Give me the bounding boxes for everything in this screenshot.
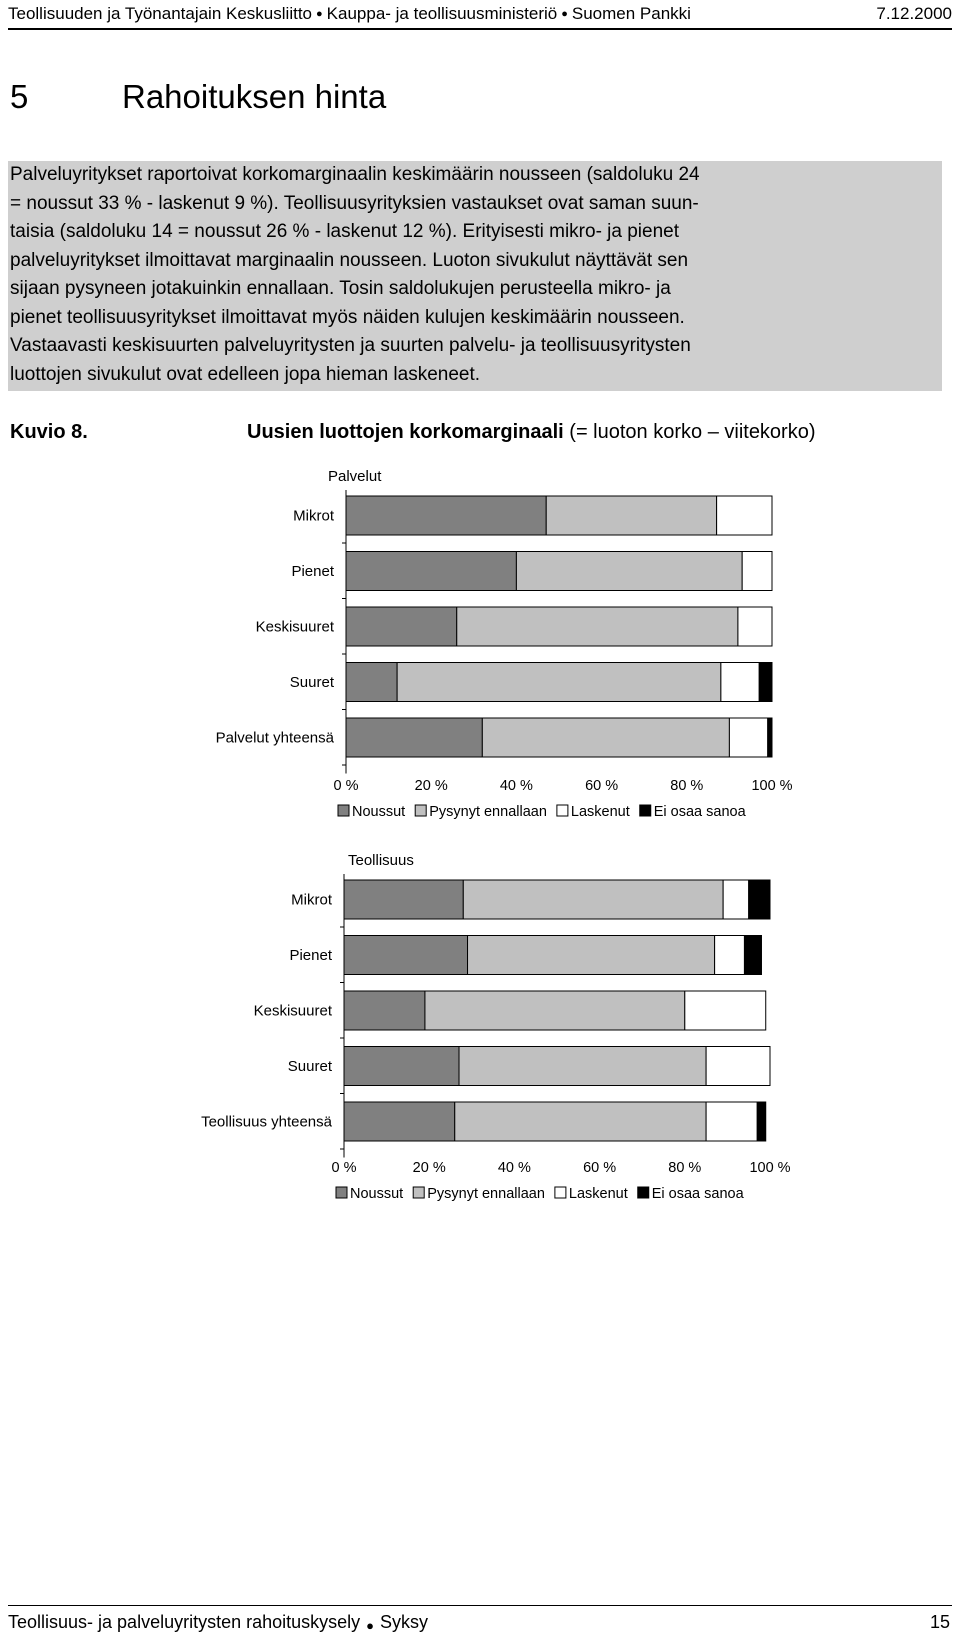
x-tick-label: 100 % bbox=[749, 1160, 791, 1176]
header-separator-1: ● bbox=[316, 8, 323, 20]
paragraph-line: pienet teollisuusyritykset ilmoittavat myös näiden kulujen keskimäärin nousseen. bbox=[10, 306, 685, 328]
legend-label: Noussut bbox=[352, 804, 406, 820]
header-org-1: Teollisuuden ja Työnantajain Keskusliitto bbox=[8, 4, 312, 23]
bar-segment-ei-osaa-sanoa bbox=[768, 718, 772, 757]
bar-segment-pysynyt-ennallaan bbox=[459, 1047, 706, 1086]
bar-segment-pysynyt-ennallaan bbox=[455, 1102, 706, 1141]
bar-segment-ei-osaa-sanoa bbox=[744, 936, 761, 975]
bar-segment-pysynyt-ennallaan bbox=[397, 663, 721, 702]
x-tick-label: 40 % bbox=[499, 778, 533, 794]
teollisuus-chart bbox=[0, 840, 960, 1210]
x-tick-label: 80 % bbox=[670, 778, 704, 794]
section-title: Rahoituksen hinta bbox=[122, 78, 387, 115]
category-label: Mikrot bbox=[291, 891, 332, 909]
header-org-3: Suomen Pankki bbox=[571, 4, 691, 23]
bar-segment-pysynyt-ennallaan bbox=[457, 607, 738, 646]
section-heading bbox=[10, 78, 386, 116]
bar-segment-laskenut bbox=[742, 552, 772, 591]
legend-swatch bbox=[638, 1187, 649, 1198]
bar-segment-pysynyt-ennallaan bbox=[468, 936, 715, 975]
paragraph-line: luottojen sivukulut ovat edelleen jopa hieman laskeneet. bbox=[10, 363, 481, 385]
legend-label: Pysynyt ennallaan bbox=[429, 804, 547, 820]
x-tick-label: 0 % bbox=[331, 1160, 357, 1176]
x-tick-label: 80 % bbox=[668, 1160, 702, 1176]
bar-segment-laskenut bbox=[717, 496, 772, 535]
legend-label: Ei osaa sanoa bbox=[653, 804, 746, 820]
category-label: Mikrot bbox=[293, 507, 334, 525]
bar-segment-pysynyt-ennallaan bbox=[516, 552, 742, 591]
chart-title: Teollisuus bbox=[348, 852, 414, 869]
page-header bbox=[8, 0, 952, 30]
bar-segment-pysynyt-ennallaan bbox=[463, 880, 723, 919]
section-number: 5 bbox=[10, 78, 29, 115]
footer-season: Syksy bbox=[380, 1612, 429, 1632]
figure-title-bold: Uusien luottojen korkomarginaali bbox=[247, 421, 564, 443]
x-tick-label: 20 % bbox=[414, 778, 448, 794]
bar-segment-noussut bbox=[346, 552, 516, 591]
header-date: 7.12.2000 bbox=[876, 4, 952, 23]
legend-label: Ei osaa sanoa bbox=[651, 1186, 744, 1202]
bar-segment-noussut bbox=[346, 496, 546, 535]
footer-separator: ● bbox=[366, 1618, 375, 1633]
legend-swatch bbox=[557, 805, 568, 816]
x-tick-label: 0 % bbox=[333, 778, 359, 794]
bar-segment-noussut bbox=[346, 718, 482, 757]
category-label: Pienet bbox=[291, 563, 334, 580]
category-label: Teollisuus yhteensä bbox=[201, 1113, 332, 1131]
bar-segment-laskenut bbox=[721, 663, 759, 702]
paragraph-line: Palveluyritykset raportoivat korkomarginaalin keskimäärin nousseen (saldoluku 24 bbox=[10, 164, 700, 185]
bar-segment-laskenut bbox=[715, 936, 745, 975]
category-label: Suuret bbox=[289, 674, 334, 691]
bar-segment-noussut bbox=[346, 663, 397, 702]
figure-label: Kuvio 8. bbox=[10, 421, 88, 443]
category-label: Keskisuuret bbox=[253, 1002, 332, 1020]
legend-swatch bbox=[415, 805, 426, 816]
legend-label: Noussut bbox=[350, 1186, 404, 1202]
x-tick-label: 60 % bbox=[583, 1160, 617, 1176]
bar-segment-ei-osaa-sanoa bbox=[759, 663, 772, 702]
legend-swatch bbox=[338, 805, 349, 816]
figure-caption bbox=[10, 421, 816, 444]
header-org-2: Kauppa- ja teollisuusministeriö bbox=[326, 4, 558, 23]
legend-swatch bbox=[413, 1187, 424, 1198]
paragraph-line: palveluyritykset ilmoittavat marginaalin nousseen. Luoton sivukulut näyttävät sen bbox=[10, 249, 689, 271]
legend-swatch bbox=[555, 1187, 566, 1198]
header-separator-2: ● bbox=[561, 8, 568, 20]
chart-title: Palvelut bbox=[328, 468, 382, 485]
bar-segment-noussut bbox=[344, 880, 463, 919]
page-footer bbox=[8, 1605, 952, 1633]
bar-segment-noussut bbox=[344, 1102, 455, 1141]
x-tick-label: 20 % bbox=[412, 1160, 446, 1176]
bar-segment-laskenut bbox=[706, 1047, 770, 1086]
bar-segment-pysynyt-ennallaan bbox=[482, 718, 729, 757]
legend-swatch bbox=[336, 1187, 347, 1198]
legend-label: Laskenut bbox=[570, 804, 630, 820]
x-tick-label: 100 % bbox=[751, 778, 793, 794]
bar-segment-noussut bbox=[346, 607, 457, 646]
legend-label: Laskenut bbox=[568, 1186, 628, 1202]
paragraph-line: = noussut 33 % - laskenut 9 %). Teollisuusyrityksien vastaukset ovat saman suun- bbox=[10, 192, 699, 214]
bar-segment-laskenut bbox=[738, 607, 772, 646]
paragraph-line: taisia (saldoluku 14 = noussut 26 % - laskenut 12 %). Erityisesti mikro- ja pienet bbox=[10, 221, 680, 242]
figure-title-rest: (= luoton korko – viitekorko) bbox=[569, 421, 816, 443]
paragraph-line: Vastaavasti keskisuurten palveluyritysten ja suurten palvelu- ja teollisuusyritysten bbox=[10, 335, 691, 356]
x-tick-label: 60 % bbox=[585, 778, 619, 794]
footer-survey-name: Teollisuus- ja palveluyritysten rahoituskysely bbox=[8, 1612, 361, 1632]
legend-swatch bbox=[640, 805, 651, 816]
bar-segment-ei-osaa-sanoa bbox=[749, 880, 770, 919]
bar-segment-laskenut bbox=[685, 991, 766, 1030]
category-label: Keskisuuret bbox=[255, 618, 334, 636]
category-label: Suuret bbox=[287, 1058, 332, 1075]
bar-segment-pysynyt-ennallaan bbox=[425, 991, 685, 1030]
bar-segment-noussut bbox=[344, 1047, 459, 1086]
page-number: 15 bbox=[929, 1612, 950, 1632]
category-label: Palvelut yhteensä bbox=[215, 729, 334, 747]
bar-segment-laskenut bbox=[723, 880, 749, 919]
x-tick-label: 40 % bbox=[497, 1160, 531, 1176]
figure-title bbox=[247, 421, 816, 444]
paragraph-line: sijaan pysyneen jotakuinkin ennallaan. Tosin saldolukujen perusteella mikro- ja bbox=[10, 278, 671, 299]
bar-segment-laskenut bbox=[729, 718, 767, 757]
legend-label: Pysynyt ennallaan bbox=[427, 1186, 545, 1202]
summary-paragraph bbox=[8, 161, 942, 391]
bar-segment-laskenut bbox=[706, 1102, 757, 1141]
category-label: Pienet bbox=[289, 947, 332, 964]
bar-segment-pysynyt-ennallaan bbox=[546, 496, 716, 535]
bar-segment-noussut bbox=[344, 936, 468, 975]
bar-segment-noussut bbox=[344, 991, 425, 1030]
palvelut-chart bbox=[0, 460, 960, 820]
bar-segment-ei-osaa-sanoa bbox=[757, 1102, 766, 1141]
